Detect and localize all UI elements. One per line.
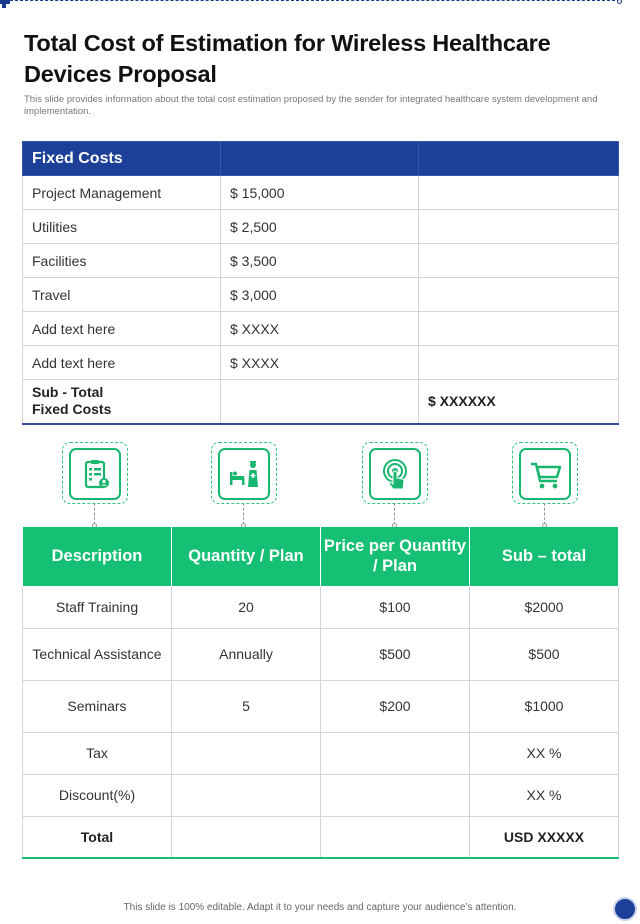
footer-note: This slide is 100% editable. Adapt it to your needs and capture your audience’s attention. (123, 902, 517, 913)
cost-amount: $ XXXX (221, 346, 419, 380)
total-row (23, 816, 619, 858)
table-cell (172, 732, 321, 774)
hospital-bed-nurse-icon (227, 457, 263, 493)
table-cell: 20 (172, 586, 321, 628)
table-cell (172, 774, 321, 816)
table-row (23, 278, 619, 312)
table-cell: Technical Assistance (23, 628, 172, 680)
fixed-costs-header: Fixed Costs (23, 142, 221, 176)
page-subtitle: This slide provides information about the total cost estimation proposed by the sender for integrated healthcare system development and implementation. (24, 94, 598, 117)
table-cell (321, 816, 470, 858)
cost-amount: $ XXXX (221, 312, 419, 346)
table-cell: Discount(%) (23, 774, 172, 816)
table-cell: XX % (470, 732, 619, 774)
table-cell: Staff Training (23, 586, 172, 628)
cost-amount: $ 3,000 (221, 278, 419, 312)
table-row (23, 346, 619, 380)
fixed-costs-table (22, 141, 619, 425)
subtotal-row (23, 380, 619, 424)
cost-label: Project Management (23, 176, 221, 210)
table-row (23, 680, 619, 732)
icon-row (22, 440, 618, 528)
table-cell: $100 (321, 586, 470, 628)
shopping-cart-icon (528, 457, 564, 493)
subtotal-value: $ XXXXXX (419, 380, 619, 424)
subtotal-label: Sub - Total Fixed Costs (23, 380, 221, 424)
table-cell: Seminars (23, 680, 172, 732)
table-cell: 5 (172, 680, 321, 732)
table-cell: USD XXXXX (470, 816, 619, 858)
cost-amount: $ 3,500 (221, 244, 419, 278)
column-header: Description (23, 527, 172, 586)
cost-label: Add text here (23, 346, 221, 380)
table-cell: Annually (172, 628, 321, 680)
icon-item (362, 440, 428, 528)
table-cell (321, 774, 470, 816)
cost-label: Facilities (23, 244, 221, 278)
target-touch-icon (378, 457, 414, 493)
table-row (23, 774, 619, 816)
table-cell: $200 (321, 680, 470, 732)
cost-amount: $ 15,000 (221, 176, 419, 210)
fixed-costs-header-row (23, 142, 619, 176)
cost-table-header-row (23, 527, 619, 586)
clipboard-report-icon (78, 457, 114, 493)
icon-item (62, 440, 128, 528)
column-header: Quantity / Plan (172, 527, 321, 586)
table-cell: XX % (470, 774, 619, 816)
table-row (23, 312, 619, 346)
table-cell: $500 (321, 628, 470, 680)
column-header: Sub – total (470, 527, 619, 586)
column-header: Price per Quantity / Plan (321, 527, 470, 586)
table-row (23, 210, 619, 244)
table-cell: Tax (23, 732, 172, 774)
table-row (23, 244, 619, 278)
circle-logo-icon (613, 897, 637, 921)
plus-icon (0, 0, 10, 8)
table-row (23, 176, 619, 210)
page-title: Total Cost of Estimation for Wireless Healthcare Devices Proposal (24, 30, 551, 87)
cost-estimation-table (22, 527, 619, 859)
table-row (23, 586, 619, 628)
table-row (23, 628, 619, 680)
cost-label: Utilities (23, 210, 221, 244)
table-cell: $2000 (470, 586, 619, 628)
table-cell (172, 816, 321, 858)
table-cell (321, 732, 470, 774)
icon-item (512, 440, 578, 528)
top-dashed-rule (0, 0, 620, 3)
cost-label: Add text here (23, 312, 221, 346)
cost-label: Travel (23, 278, 221, 312)
table-cell: Total (23, 816, 172, 858)
cost-amount: $ 2,500 (221, 210, 419, 244)
table-cell: $500 (470, 628, 619, 680)
circle-dot-icon (617, 0, 622, 4)
icon-item (211, 440, 277, 528)
table-row (23, 732, 619, 774)
table-cell: $1000 (470, 680, 619, 732)
